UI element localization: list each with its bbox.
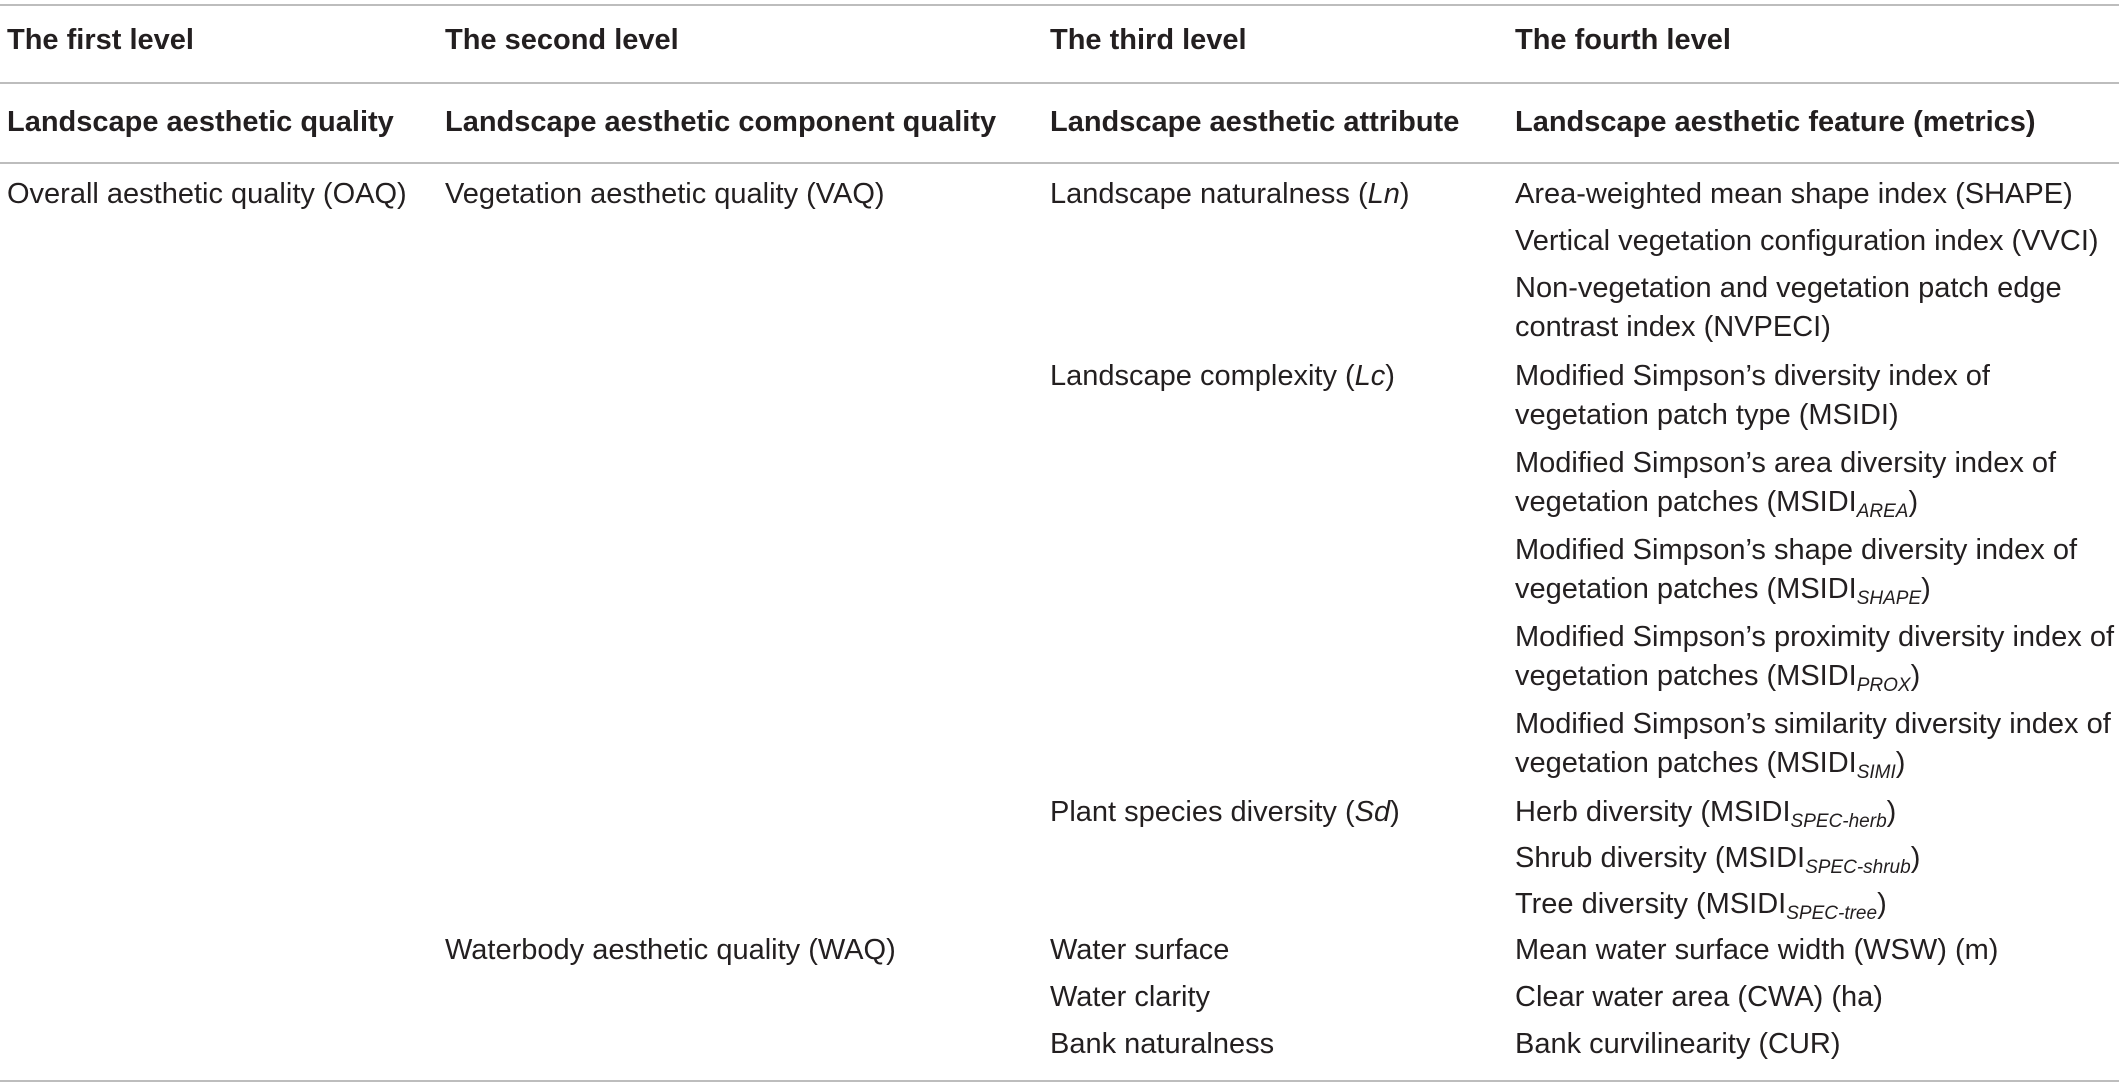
water-surface: Water surface — [1050, 934, 1230, 966]
subscript-shrub: SPEC-shrub — [1805, 857, 1911, 878]
metric-msidi-area-line2 — [1515, 482, 1918, 522]
metric-msidi-prox-line1: Modified Simpson’s proximity diversity index of — [1515, 621, 2115, 653]
herb-prefix: Herb diversity (MSIDI — [1515, 796, 1791, 828]
close-paren: ) — [1895, 747, 1906, 779]
metric-shape: Area-weighted mean shape index (SHAPE) — [1515, 178, 2073, 210]
close-paren: ) — [1877, 888, 1887, 920]
metric-msidi-area-line1: Modified Simpson’s area diversity index of — [1515, 447, 2057, 479]
header-rule — [0, 82, 2119, 84]
subheader-second-level: Landscape aesthetic component quality — [445, 106, 997, 138]
metric-shrub-diversity — [1515, 838, 1920, 878]
lc-symbol: Lc — [1354, 360, 1386, 392]
tree-prefix: Tree diversity (MSIDI — [1515, 888, 1787, 920]
metric-msidi-simi-line1: Modified Simpson’s similarity diversity index of — [1515, 708, 2111, 740]
metric-nvpeci-line1: Non-vegetation and vegetation patch edge — [1515, 272, 2062, 304]
close-paren: ) — [1399, 178, 1410, 210]
metric-cwa: Clear water area (CWA) (ha) — [1515, 981, 1883, 1013]
metric-vvci: Vertical vegetation configuration index (VVCI) — [1515, 225, 2099, 257]
landscape-complexity-label: Landscape complexity ( — [1050, 360, 1355, 392]
metric-msidi-simi-line2 — [1515, 743, 1905, 783]
landscape-complexity — [1050, 356, 1395, 396]
waterbody-aesthetic-quality: Waterbody aesthetic quality (WAQ) — [445, 934, 896, 966]
metric-cur: Bank curvilinearity (CUR) — [1515, 1028, 1841, 1060]
subscript-prox: PROX — [1856, 675, 1911, 696]
header-fourth-level: The fourth level — [1515, 24, 1731, 56]
subscript-area: AREA — [1856, 501, 1909, 522]
header-second-level: The second level — [445, 24, 679, 56]
metric-prefix: vegetation patches (MSIDI — [1515, 660, 1857, 692]
vegetation-aesthetic-quality: Vegetation aesthetic quality (VAQ) — [445, 178, 885, 210]
metric-prefix: vegetation patches (MSIDI — [1515, 573, 1857, 605]
sd-symbol: Sd — [1354, 796, 1391, 828]
bottom-rule — [0, 1080, 2119, 1082]
subheader-fourth-level: Landscape aesthetic feature (metrics) — [1515, 106, 2036, 138]
water-clarity: Water clarity — [1050, 981, 1211, 1013]
close-paren: ) — [1886, 796, 1897, 828]
subheader-third-level: Landscape aesthetic attribute — [1050, 106, 1460, 138]
metric-msidi-shape-line2 — [1515, 569, 1931, 609]
subheader-first-level: Landscape aesthetic quality — [7, 106, 394, 138]
close-paren: ) — [1910, 842, 1921, 874]
overall-aesthetic-quality: Overall aesthetic quality (OAQ) — [7, 178, 407, 210]
ln-symbol: Ln — [1367, 178, 1400, 210]
metric-nvpeci-line2: contrast index (NVPECI) — [1515, 311, 1831, 343]
metric-wsw: Mean water surface width (WSW) (m) — [1515, 934, 1999, 966]
metric-msidi-shape-line1: Modified Simpson’s shape diversity index of — [1515, 534, 2078, 566]
metric-prefix: vegetation patches (MSIDI — [1515, 486, 1857, 518]
close-paren: ) — [1921, 573, 1931, 605]
subscript-herb: SPEC-herb — [1790, 811, 1887, 832]
subscript-simi: SIMI — [1856, 762, 1896, 783]
top-rule — [0, 4, 2119, 6]
subheader-rule — [0, 162, 2119, 164]
landscape-naturalness-label: Landscape naturalness ( — [1050, 178, 1368, 210]
bank-naturalness: Bank naturalness — [1050, 1028, 1275, 1060]
subscript-shape: SHAPE — [1856, 588, 1922, 609]
metric-tree-diversity — [1515, 884, 1887, 924]
metric-herb-diversity — [1515, 792, 1896, 832]
header-third-level: The third level — [1050, 24, 1247, 56]
metric-msidi-line2: vegetation patch type (MSIDI) — [1515, 399, 1899, 431]
header-first-level: The first level — [7, 24, 194, 56]
subscript-tree: SPEC-tree — [1786, 903, 1878, 924]
metric-msidi-line1: Modified Simpson’s diversity index of — [1515, 360, 1990, 392]
shrub-prefix: Shrub diversity (MSIDI — [1515, 842, 1806, 874]
landscape-naturalness — [1050, 174, 1410, 214]
close-paren: ) — [1908, 486, 1919, 518]
plant-species-diversity — [1050, 792, 1400, 832]
close-paren: ) — [1390, 796, 1400, 828]
plant-species-diversity-label: Plant species diversity ( — [1050, 796, 1355, 828]
metric-prefix: vegetation patches (MSIDI — [1515, 747, 1857, 779]
close-paren: ) — [1385, 360, 1395, 392]
metric-msidi-prox-line2 — [1515, 656, 1920, 696]
close-paren: ) — [1910, 660, 1921, 692]
